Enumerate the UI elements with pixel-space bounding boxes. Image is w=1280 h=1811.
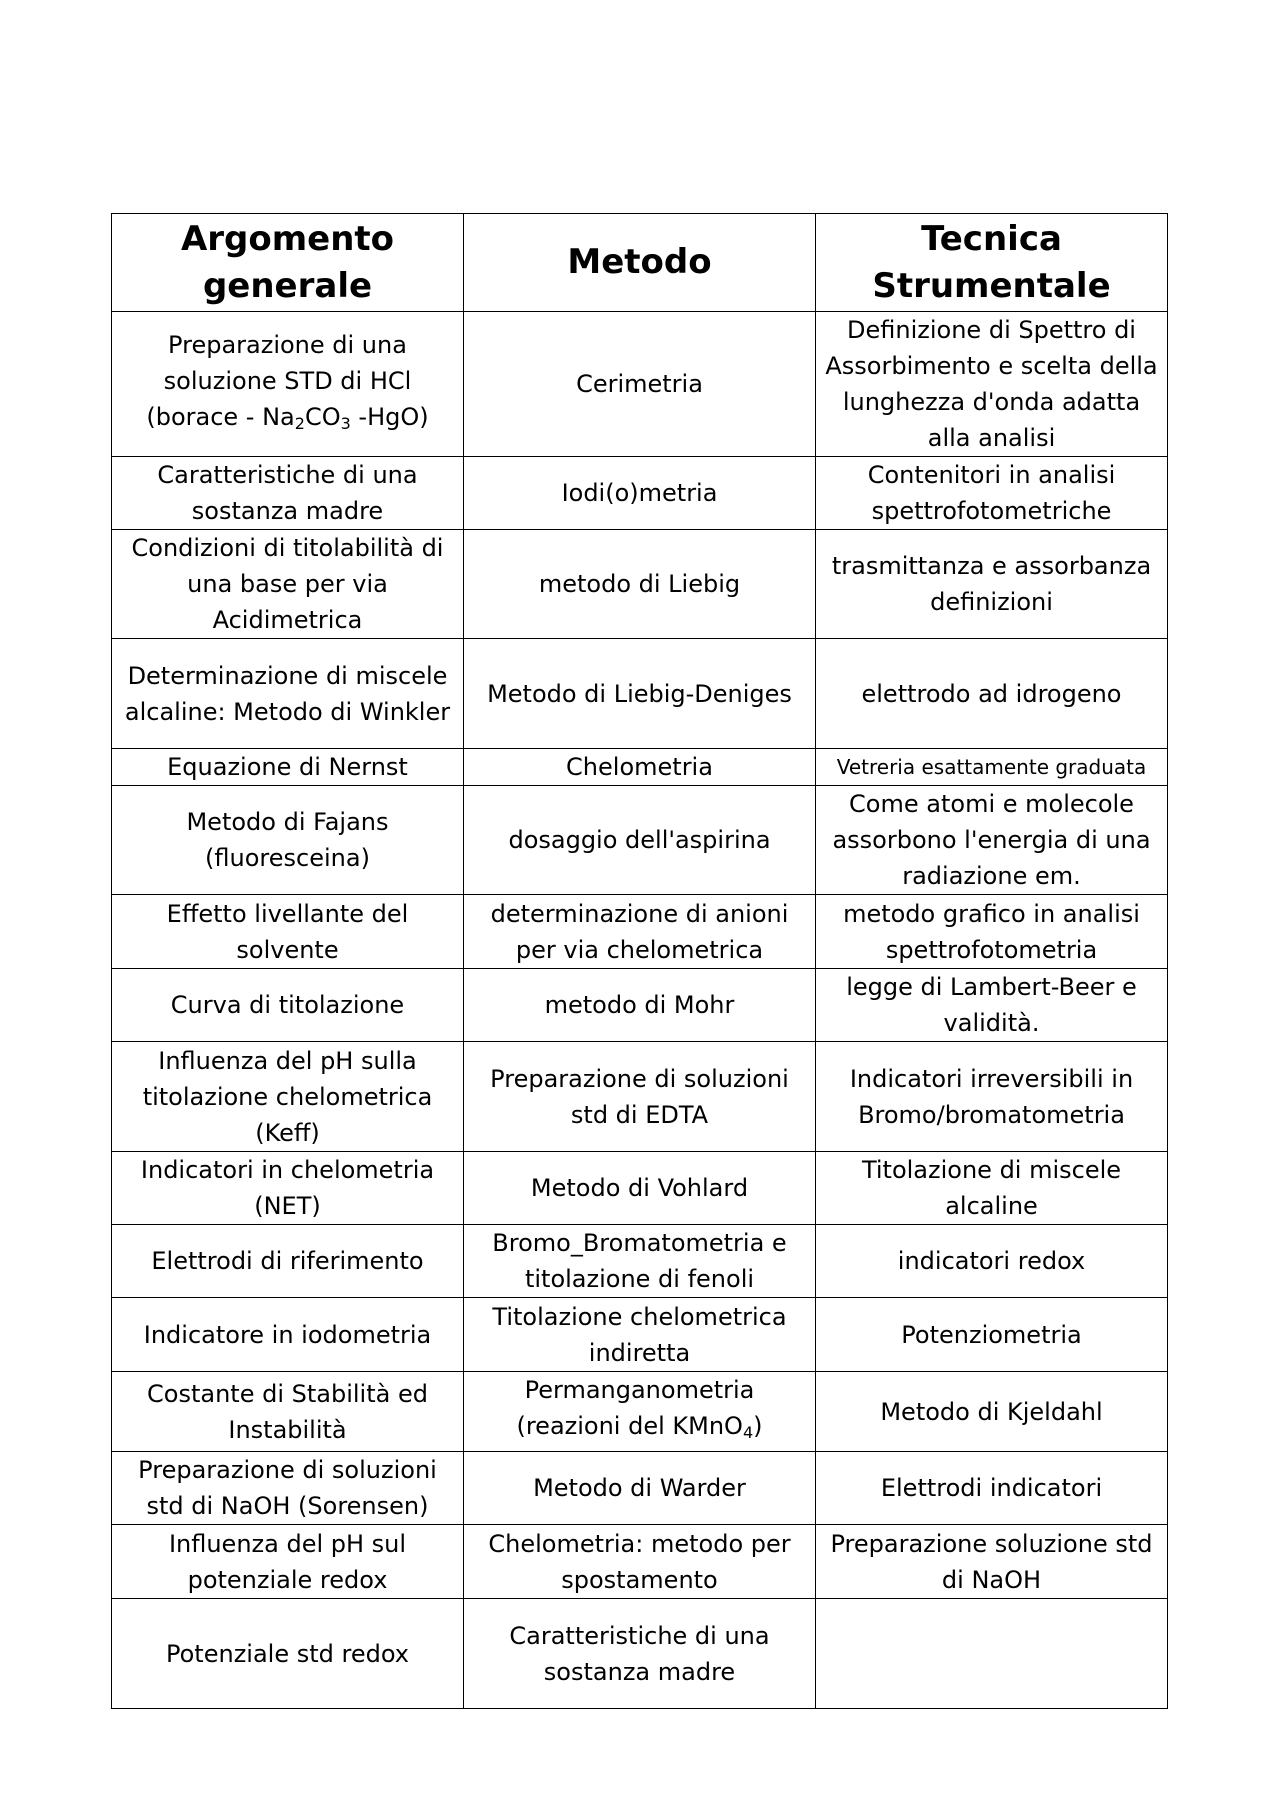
table-cell: Metodo di Liebig-Deniges bbox=[464, 639, 816, 749]
table-row bbox=[112, 895, 1168, 969]
table-cell: Effetto livellante del solvente bbox=[112, 895, 464, 969]
table-cell: Iodi(o)metria bbox=[464, 457, 816, 530]
header-metodo: Metodo bbox=[464, 214, 816, 312]
table-cell: Caratteristiche di una sostanza madre bbox=[464, 1599, 816, 1709]
table-cell: Elettrodi indicatori bbox=[816, 1452, 1168, 1525]
table-cell: Definizione di Spettro di Assorbimento e scelta della lunghezza d'onda adatta alla analisi bbox=[816, 312, 1168, 457]
table-cell: Preparazione di soluzioni std di EDTA bbox=[464, 1042, 816, 1152]
table-cell bbox=[464, 1372, 816, 1452]
table-cell: Potenziometria bbox=[816, 1298, 1168, 1372]
table-cell: Elettrodi di riferimento bbox=[112, 1225, 464, 1298]
table-cell: Condizioni di titolabilità di una base per via Acidimetrica bbox=[112, 530, 464, 639]
table-row bbox=[112, 1452, 1168, 1525]
header-argomento: Argomento generale bbox=[112, 214, 464, 312]
table-cell: Metodo di Fajans (fluoresceina) bbox=[112, 786, 464, 895]
header-tecnica: Tecnica Strumentale bbox=[816, 214, 1168, 312]
table-cell: Contenitori in analisi spettrofotometriche bbox=[816, 457, 1168, 530]
table-row bbox=[112, 457, 1168, 530]
table-cell: Titolazione chelometrica indiretta bbox=[464, 1298, 816, 1372]
cell-text: Preparazione di una soluzione STD di HCl bbox=[163, 330, 412, 395]
table-cell: Indicatori irreversibili in Bromo/bromatometria bbox=[816, 1042, 1168, 1152]
table-row bbox=[112, 1042, 1168, 1152]
table-cell: dosaggio dell'aspirina bbox=[464, 786, 816, 895]
table-cell bbox=[112, 312, 464, 457]
table-cell: Come atomi e molecole assorbono l'energia di una radiazione em. bbox=[816, 786, 1168, 895]
table-cell: determinazione di anioni per via chelometrica bbox=[464, 895, 816, 969]
table-cell: metodo di Liebig bbox=[464, 530, 816, 639]
table-row bbox=[112, 749, 1168, 786]
kmno4-formula: (reazioni del KMnO$_4$) bbox=[516, 1412, 763, 1442]
table-cell: Metodo di Kjeldahl bbox=[816, 1372, 1168, 1452]
table-cell: Vetreria esattamente graduata bbox=[816, 749, 1168, 786]
table-cell: Influenza del pH sulla titolazione chelometrica (Keff) bbox=[112, 1042, 464, 1152]
table-row bbox=[112, 1599, 1168, 1709]
table-cell: Potenziale std redox bbox=[112, 1599, 464, 1709]
table-cell: Equazione di Nernst bbox=[112, 749, 464, 786]
table-cell: Indicatori in chelometria (NET) bbox=[112, 1152, 464, 1225]
table-row bbox=[112, 530, 1168, 639]
table-cell: Chelometria: metodo per spostamento bbox=[464, 1525, 816, 1599]
table-cell: trasmittanza e assorbanza definizioni bbox=[816, 530, 1168, 639]
table-row bbox=[112, 1225, 1168, 1298]
table-cell: Preparazione soluzione std di NaOH bbox=[816, 1525, 1168, 1599]
table-cell: indicatori redox bbox=[816, 1225, 1168, 1298]
table-cell: Metodo di Vohlard bbox=[464, 1152, 816, 1225]
table-cell: Caratteristiche di una sostanza madre bbox=[112, 457, 464, 530]
table-cell: Bromo_Bromatometria e titolazione di fenoli bbox=[464, 1225, 816, 1298]
table-cell: Curva di titolazione bbox=[112, 969, 464, 1042]
table-row bbox=[112, 1152, 1168, 1225]
table-row bbox=[112, 786, 1168, 895]
table-row bbox=[112, 969, 1168, 1042]
table-row bbox=[112, 1372, 1168, 1452]
cell-text: Permanganometria bbox=[524, 1376, 755, 1404]
table-cell: Metodo di Warder bbox=[464, 1452, 816, 1525]
topics-table bbox=[111, 213, 1168, 1709]
table-cell: Preparazione di soluzioni std di NaOH (Sorensen) bbox=[112, 1452, 464, 1525]
table-cell: metodo grafico in analisi spettrofotometria bbox=[816, 895, 1168, 969]
table-cell: Influenza del pH sul potenziale redox bbox=[112, 1525, 464, 1599]
table-row bbox=[112, 1525, 1168, 1599]
table-cell: Cerimetria bbox=[464, 312, 816, 457]
table-cell bbox=[816, 1599, 1168, 1709]
table-cell: metodo di Mohr bbox=[464, 969, 816, 1042]
borace-formula: (borace - $Na_2CO_3$ -HgO) bbox=[146, 402, 429, 433]
table-row bbox=[112, 639, 1168, 749]
table-cell: Chelometria bbox=[464, 749, 816, 786]
header-row bbox=[112, 214, 1168, 312]
table-cell: Indicatore in iodometria bbox=[112, 1298, 464, 1372]
table-row bbox=[112, 1298, 1168, 1372]
table-cell: elettrodo ad idrogeno bbox=[816, 639, 1168, 749]
table-cell: legge di Lambert-Beer e validità. bbox=[816, 969, 1168, 1042]
table-cell: Titolazione di miscele alcaline bbox=[816, 1152, 1168, 1225]
table-cell: Costante di Stabilità ed Instabilità bbox=[112, 1372, 464, 1452]
table-cell: Determinazione di miscele alcaline: Metodo di Winkler bbox=[112, 639, 464, 749]
table-row bbox=[112, 312, 1168, 457]
